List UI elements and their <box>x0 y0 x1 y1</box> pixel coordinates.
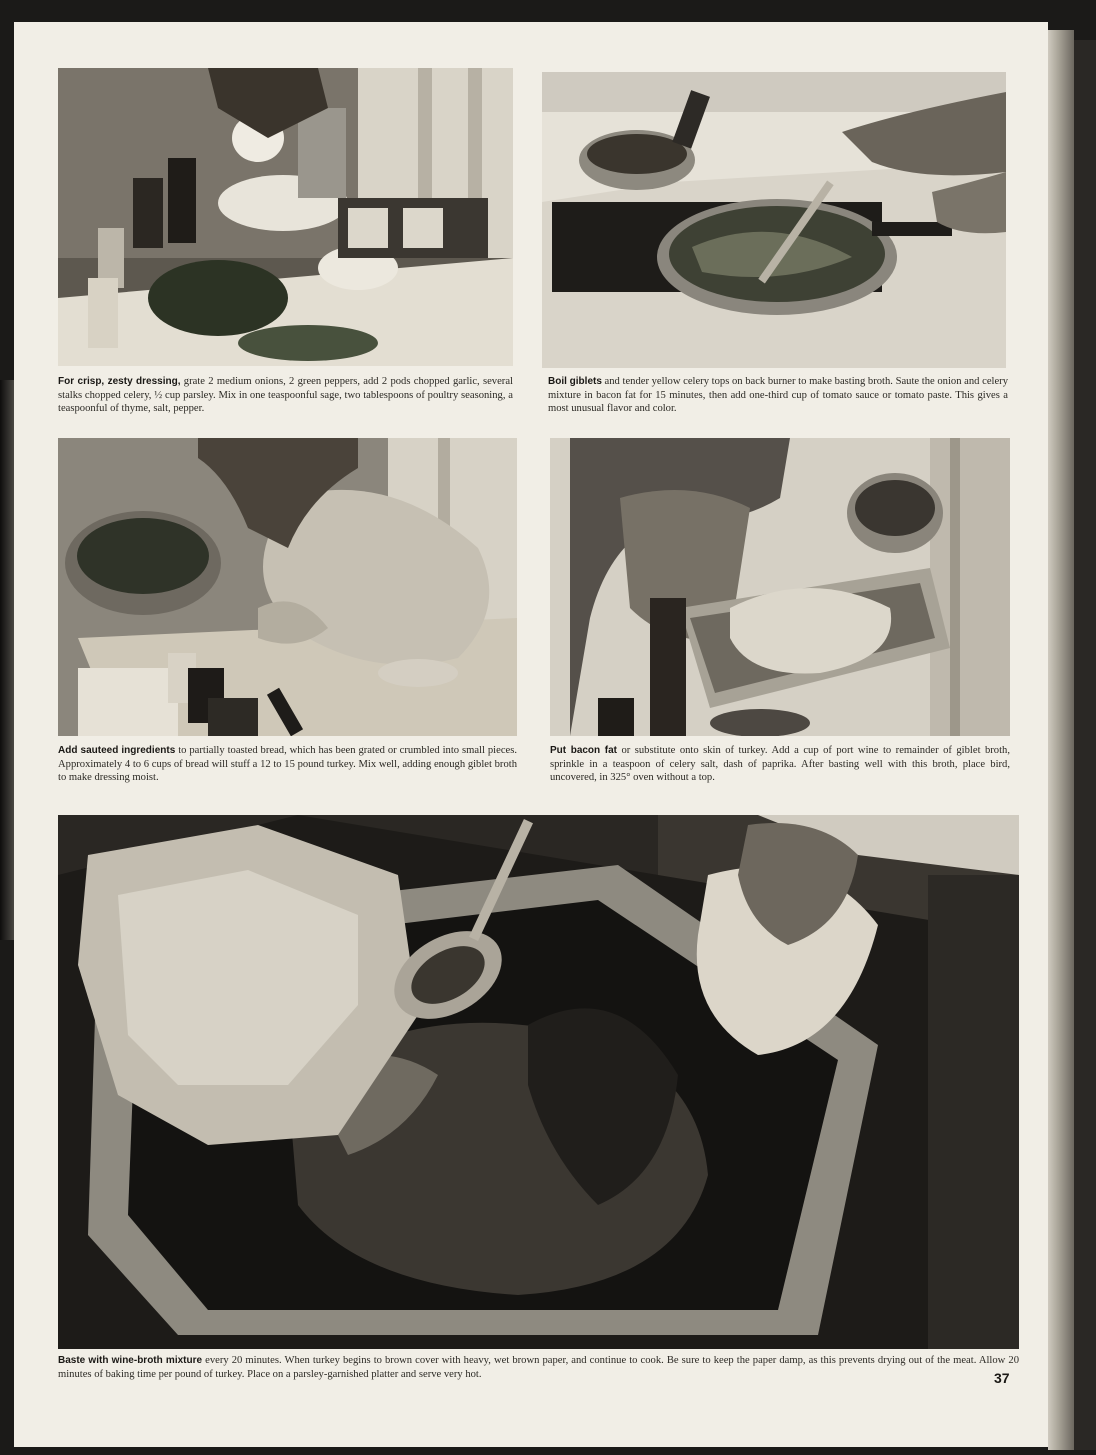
caption-body: grate 2 medium onions, 2 green peppers, add 2 pods chopped garlic, several stalks chopped celery, ½ cup parsley. Mix in one teaspoonful sage, two tablespoons of poultry seasoning, a teaspoonful of thyme, salt, pepper. <box>58 376 513 415</box>
caption-body: every 20 minutes. When turkey begins to brown cover with heavy, wet brown paper, and continue to cook. Be sure to keep the paper damp, as this prevents drying out of the meat. Allow 20 minutes of baking time per pound of turkey. Place on a parsley-garnished platter and serve very hot. <box>58 1355 1019 1380</box>
caption-body: or substitute onto skin of turkey. Add a cup of port wine to remainder of giblet broth, sprinkle in a teaspoon of celery salt, dash of paprika. After basting well with this broth, place bird, uncovered, in 325° oven without a top. <box>550 745 1010 784</box>
magazine-page <box>14 22 1048 1447</box>
caption-sauteed <box>58 744 517 785</box>
turkey-pan-photo <box>550 438 1010 736</box>
caption-giblets <box>548 375 1008 416</box>
stuffing-turkey-photo <box>58 438 517 736</box>
caption-lead: Add sauteed ingredients <box>58 745 176 756</box>
dressing-prep-photo <box>58 68 513 366</box>
page-number: 37 <box>994 1370 1010 1386</box>
adjacent-page-edge <box>0 380 14 940</box>
caption-baste <box>58 1354 1019 1381</box>
book-spine <box>1048 30 1074 1450</box>
caption-bacon-fat <box>550 744 1010 785</box>
caption-body: and tender yellow celery tops on back burner to make basting broth. Saute the onion and celery mixture in bacon fat for 15 minutes, then add one-third cup of tomato sauce or tomato paste. This gives a most unusual flavor and color. <box>548 376 1008 415</box>
caption-lead: Put bacon fat <box>550 745 617 756</box>
caption-body: to partially toasted bread, which has been grated or crumbled into small pieces. Approximately 4 to 6 cups of bread will stuff a 12 to 15 pound turkey. Mix well, adding enough giblet broth to make dressing moist. <box>58 745 517 784</box>
caption-lead: Boil giblets <box>548 376 602 387</box>
caption-lead: For crisp, zesty dressing, <box>58 376 181 387</box>
caption-dressing <box>58 375 513 416</box>
giblets-skillet-photo <box>542 72 1006 368</box>
book-binding <box>1074 40 1096 1450</box>
basting-turkey-photo <box>58 815 1019 1349</box>
caption-lead: Baste with wine-broth mixture <box>58 1355 203 1366</box>
